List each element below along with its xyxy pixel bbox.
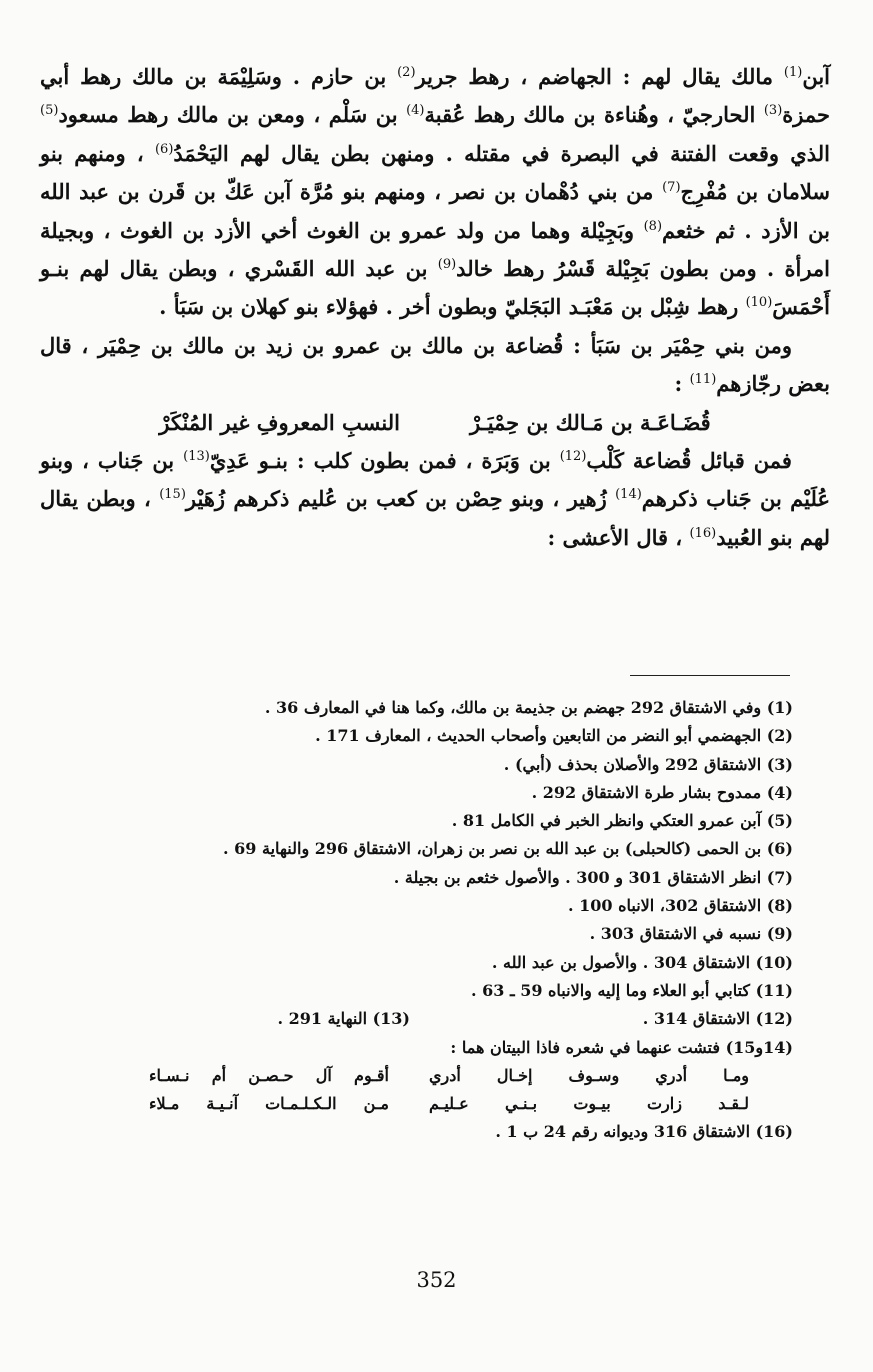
poem-line-2-left: مـن الـكـلـمـات آنـيـة مـلاء bbox=[149, 1094, 389, 1114]
text-segment: مالك يقال لهم : الجهاضم ، رهط جرير bbox=[415, 64, 784, 89]
footnote-14-15: (14و15) فتشت عنهما في شعره فاذا البيتان هما : bbox=[450, 1037, 793, 1057]
footnote-marker: (3) bbox=[763, 103, 783, 119]
footnote-11: (11) كتابي أبو العلاء وما إليه والانباه 59 ـ 63 . bbox=[470, 980, 793, 1000]
text-segment: آبن bbox=[802, 64, 831, 89]
footnote-marker: (5) bbox=[40, 103, 59, 119]
footnote-marker: (6) bbox=[154, 141, 174, 157]
paragraph-1 bbox=[40, 58, 830, 327]
footnotes bbox=[60, 694, 793, 1147]
footnote-3: (3) الاشتقاق 292 والأصلان بحذف (أبي) . bbox=[503, 754, 793, 774]
text-segment: وبَجِيْلة وهما من ولد عمرو بن الغوث أخي الأزد بن الغوث ، وبجيلة امرأة . ومن بطون بَجِيْلة قَسْرُ رهط خالد bbox=[40, 217, 830, 282]
footnote-marker: (9) bbox=[437, 257, 457, 273]
footnote-12: (12) الاشتقاق 314 . bbox=[642, 1009, 793, 1029]
poem-line-1-right: ومـا أدري وسـوف إخـال أدري bbox=[429, 1065, 749, 1085]
footnote-marker: (12) bbox=[559, 449, 587, 465]
text-segment: رهط شِبْل بن مَعْبَـد البَجَليّ وبطون أخر . فهؤلاء بنو كهلان بن سَبَأ . bbox=[159, 294, 746, 320]
footnote-5: (5) آبن عمرو العتكي وانظر الخبر في الكامل 81 . bbox=[451, 811, 793, 831]
footnote-1: (1) وفي الاشتقاق 292 جهضم بن جذيمة بن مالك، وكما هنا في المعارف 36 . bbox=[264, 698, 793, 717]
poem-line-2 bbox=[60, 1090, 793, 1118]
poem-line-1 bbox=[60, 1062, 793, 1090]
footnote-marker: (1) bbox=[783, 65, 803, 80]
footnote-9: (9) نسبه في الاشتقاق 303 . bbox=[589, 924, 793, 944]
footnote-marker: (16) bbox=[689, 525, 717, 541]
text-segment: زُهير ، وبنو حِصْن بن كعب بن عُليم ذكرهم زُهَيْر bbox=[185, 486, 616, 512]
footnote-marker: (11) bbox=[689, 372, 717, 388]
footnote-marker: (4) bbox=[406, 103, 425, 119]
footnote-marker: (15) bbox=[159, 487, 186, 503]
footnote-2: (2) الجهضمي أبو النضر من التابعين وأصحاب الحديث ، المعارف 171 . bbox=[315, 726, 793, 746]
footnote-7: (7) انظر الاشتقاق 301 و 300 . والأصول خثعم بن بجيلة . bbox=[393, 867, 793, 887]
text-segment: ، ومنهم بنو سلامان بن مُفْرِج bbox=[40, 140, 830, 205]
main-text bbox=[40, 58, 830, 557]
text-segment: فمن قبائل قُضاعة كَلْب bbox=[586, 448, 792, 474]
text-segment: ومن بني حِمْيَر بن سَبَأ : قُضاعة بن مالك بن عمرو بن زيد بن مالك بن حِمْيَر ، قال بعض رجّازهم bbox=[40, 332, 830, 397]
text-segment: ، وبطن يقال لهم بنو العُبيد bbox=[40, 486, 830, 550]
verse-hemistich-right: قُضَـاعَـة بن مَـالك بن حِمْيَـرْ bbox=[469, 409, 711, 435]
paragraph-3 bbox=[40, 442, 830, 557]
footnote-marker: (10) bbox=[745, 295, 773, 311]
paragraph-2 bbox=[40, 327, 830, 404]
text-segment: بن جَناب ، وبنو عُلَيْم بن جَناب ذكرهم bbox=[40, 448, 830, 512]
text-segment: بن عبد الله القَسْري ، وبطن يقال لهم بنـو أَحْمَسَ bbox=[40, 256, 830, 320]
text-segment: بن حازم . وسَلِيْمَة بن مالك رهط أبي حمزة bbox=[40, 64, 830, 128]
footnote-6: (6) بن الحمى (كالحبلى) بن عبد الله بن نصر بن زهران، الاشتقاق 296 والنهاية 69 . bbox=[223, 839, 793, 859]
text-segment: ، قال الأعشى : bbox=[547, 524, 690, 550]
verse-hemistich-left: النسبِ المعروفِ غير المُنْكَرْ bbox=[159, 409, 400, 435]
text-segment: بن وَبَرَة ، فمن بطون كلب : بنـو عَدِيّ bbox=[209, 448, 560, 474]
footnote-13: (13) النهاية 291 . bbox=[277, 1009, 410, 1029]
text-segment: : bbox=[674, 371, 690, 397]
footnote-16: (16) الاشتقاق 316 وديوانه رقم 24 ب 1 . bbox=[495, 1122, 793, 1142]
footnote-8: (8) الاشتقاق 302، الانباه 100 . bbox=[568, 896, 793, 916]
footnote-marker: (2) bbox=[397, 65, 416, 80]
footnote-marker: (13) bbox=[183, 449, 210, 465]
footnote-4: (4) ممدوح بشار طرة الاشتقاق 292 . bbox=[531, 782, 793, 802]
footnote-separator bbox=[630, 675, 790, 676]
text-segment: الحارجيّ ، وهُناءة بن مالك رهط عُقبة bbox=[424, 102, 764, 128]
footnote-marker: (7) bbox=[662, 180, 681, 196]
footnote-marker: (14) bbox=[615, 487, 642, 503]
page-number: 352 bbox=[416, 1268, 457, 1292]
rajaz-verse bbox=[40, 404, 830, 442]
footnote-marker: (8) bbox=[643, 218, 663, 234]
poem-line-2-right: لـقـد زارت بيـوت بـنـي عـليـم bbox=[429, 1094, 749, 1114]
poem-line-1-left: أقـوم آل حـصـن أم نـسـاء bbox=[149, 1065, 389, 1085]
text-segment: الذي وقعت الفتنة في البصرة في مقتله . ومنهن بطن يقال لهم اليَحْمَدُ bbox=[173, 140, 831, 166]
footnote-10: (10) الاشتقاق 304 . والأصول بن عبد الله . bbox=[491, 952, 793, 972]
text-segment: بن سَلْم ، ومعن بن مالك رهط مسعود bbox=[58, 102, 407, 128]
text-segment: من بني دُهْمان بن نصر ، ومنهم بنو مُرَّة آبن عَكّ بن قَرن بن عبد الله بن الأزد . ثم خثعم bbox=[40, 179, 831, 243]
footnote-row-12-13 bbox=[60, 1005, 793, 1033]
